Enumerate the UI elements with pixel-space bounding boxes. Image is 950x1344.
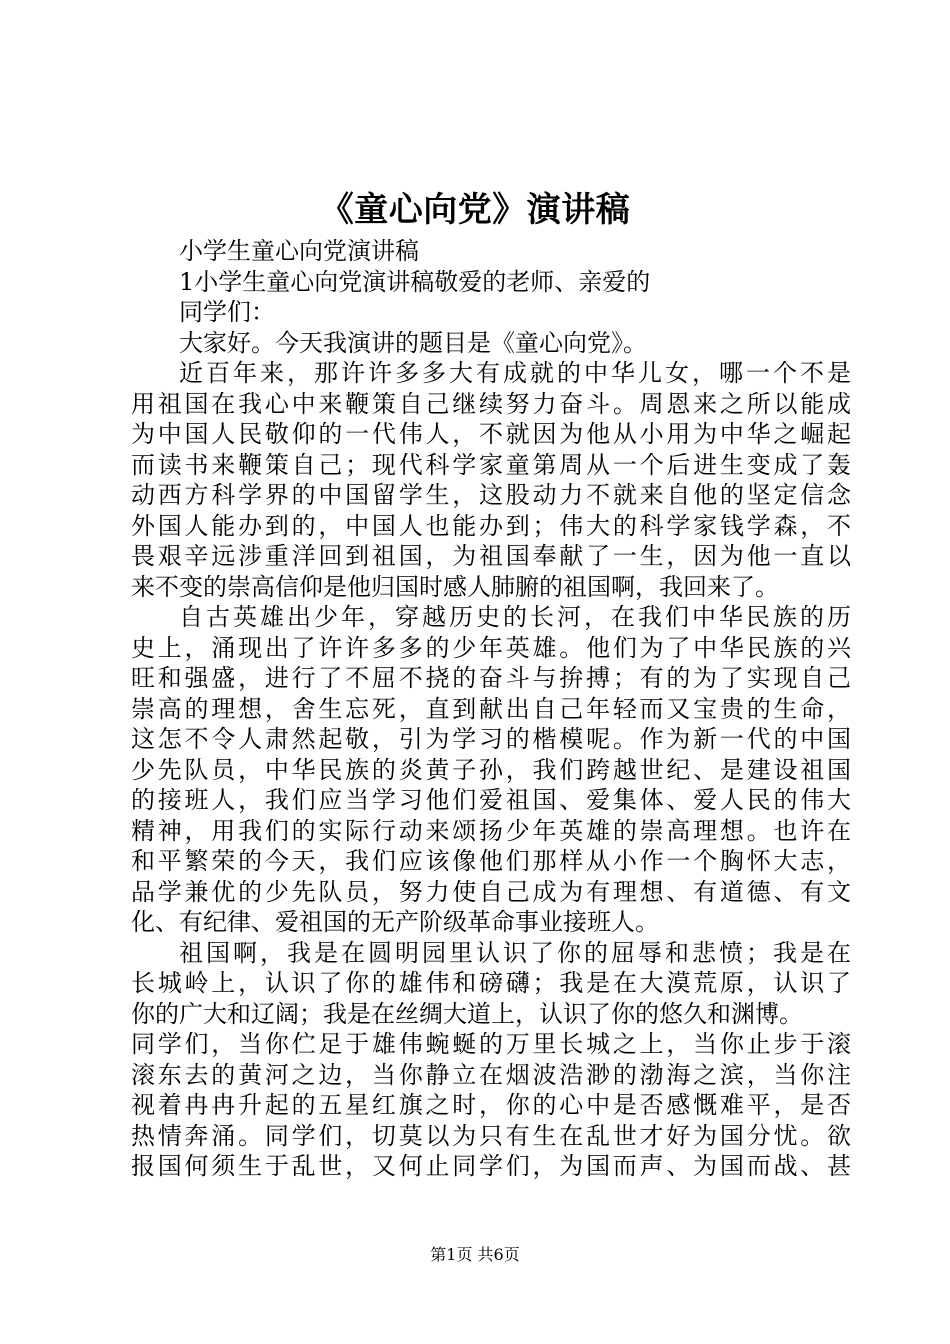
text-line: 少先队员，中华民族的炎黄子孙，我们跨越世纪、是建设祖国: [131, 755, 851, 784]
text-line: 小学生童心向党演讲稿: [179, 237, 419, 265]
text-line: 化、有纪律、爱祖国的无产阶级革命事业接班人。: [131, 908, 659, 936]
text-line: 精神，用我们的实际行动来颂扬少年英雄的崇高理想。也许在: [131, 816, 851, 845]
document-body: [131, 236, 851, 1182]
text-line: 为中国人民敬仰的一代伟人，不就因为他从小用为中华之崛起: [131, 420, 851, 448]
text-line: 来不变的崇高信仰是他归国时感人肺腑的祖国啊，我回来了。: [131, 572, 779, 601]
text-line: 崇高的理想，舍生忘死，直到献出自己年轻而又宝贵的生命，: [131, 694, 851, 723]
text-line: 外国人能办到的，中国人也能办到；伟大的科学家钱学森，不: [131, 511, 851, 540]
document-title: 《童心向党》演讲稿: [319, 190, 631, 230]
text-line: 长城岭上，认识了你的雄伟和磅礴；我是在大漠荒原，认识了: [131, 969, 851, 997]
text-line: 同学们：: [179, 298, 275, 326]
text-line: 的接班人，我们应当学习他们爱祖国、爱集体、爱人民的伟大: [131, 786, 851, 814]
text-line: 你的广大和辽阔；我是在丝绸大道上，认识了你的悠久和渊博。: [131, 999, 803, 1028]
text-line: 1小学生童心向党演讲稿敬爱的老师、亲爱的: [179, 267, 651, 296]
text-line: 自古英雄出少年，穿越历史的长河，在我们中华民族的历: [179, 603, 851, 631]
text-line: 这怎不令人肃然起敬，引为学习的楷模呢。作为新一代的中国: [131, 725, 851, 753]
text-line: 视着冉冉升起的五星红旗之时，你的心中是否感慨难平，是否: [131, 1091, 851, 1119]
text-line: 热情奔涌。同学们，切莫以为只有生在乱世才好为国分忧。欲: [131, 1121, 851, 1150]
text-line: 和平繁荣的今天，我们应该像他们那样从小作一个胸怀大志，: [131, 847, 851, 875]
text-line: 而读书来鞭策自己；现代科学家童第周从一个后进生变成了轰: [131, 450, 851, 479]
text-line: 史上，涌现出了许许多多的少年英雄。他们为了中华民族的兴: [131, 633, 851, 662]
text-line: 用祖国在我心中来鞭策自己继续努力奋斗。周恩来之所以能成: [131, 389, 851, 418]
text-line: 大家好。今天我演讲的题目是《童心向党》。: [179, 328, 647, 357]
text-line: 近百年来，那许许多多大有成就的中华儿女，哪一个不是: [179, 359, 851, 387]
text-line: 滚东去的黄河之边，当你静立在烟波浩渺的渤海之滨，当你注: [131, 1060, 851, 1089]
text-line: 动西方科学界的中国留学生，这股动力不就来自他的坚定信念: [131, 481, 851, 509]
text-line: 祖国啊，我是在圆明园里认识了你的屈辱和悲愤；我是在: [179, 938, 851, 967]
page-number-footer: 第1页 共6页: [430, 1245, 520, 1264]
text-line: 报国何须生于乱世，又何止同学们，为国而声、为国而战、甚: [131, 1152, 851, 1180]
text-line: 畏艰辛远涉重洋回到祖国，为祖国奉献了一生，因为他一直以: [131, 542, 851, 570]
text-line: 旺和强盛，进行了不屈不挠的奋斗与拚搏；有的为了实现自己: [131, 664, 851, 692]
text-line: 同学们，当你伫足于雄伟蜿蜒的万里长城之上，当你止步于滚: [131, 1030, 851, 1058]
text-line: 品学兼优的少先队员，努力使自己成为有理想、有道德、有文: [131, 877, 851, 906]
